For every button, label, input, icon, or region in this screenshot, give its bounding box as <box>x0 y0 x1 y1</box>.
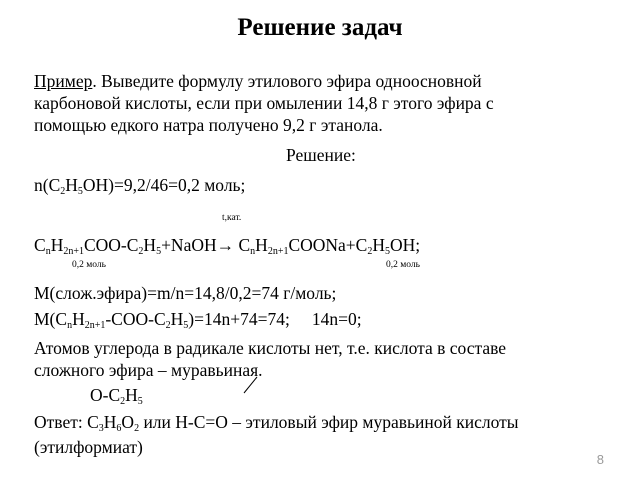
moles-ethanol-line: $n(C_2H_5OH)=9,2/46=0,2$ моль; <box>34 175 246 197</box>
answer-line: Ответ: $C_3H_6O_2$ или H-C=O – этиловый эфир муравьиной кислоты <box>34 412 519 434</box>
conclusion-line-1: Атомов углерода в радикале кислоты нет, т.е. кислота в составе <box>34 338 507 358</box>
slide-title: Решение задач <box>237 14 403 41</box>
catalyst-note: t,кат. <box>222 213 242 223</box>
answer-line-2: (этилформиат) <box>34 437 143 457</box>
problem-line-2: карбоновой кислоты, если при омылении 14,8 г этого эфира с <box>34 93 494 113</box>
molar-mass-line: M(слож.эфира)=m/n=14,8/0,2=74 г/моль; <box>34 283 337 303</box>
problem-line-3: помощью едкого натра получено 9,2 г этанола. <box>34 115 383 135</box>
example-label: Пример <box>34 71 93 91</box>
ester-group-line: $O-C_2H_5$ <box>90 385 143 407</box>
page-number: 8 <box>596 452 604 467</box>
problem-text-1: . Выведите формулу этилового эфира одноосновной <box>92 71 482 91</box>
formula-line: $M(C_nH_{2n+1}-COO-C_2H_5)=14n+74=74$; 14n=0; <box>34 309 362 331</box>
hydrolysis-equation: $C_nH_{2n+1}COO-C_2H_5+NaOH\to$ $C_nH_{2n+1}COONa+C_2H_5OH$; <box>34 235 421 257</box>
mol-label-right: 0,2 моль <box>386 260 420 270</box>
conclusion-line-2: сложного эфира – муравьиная. <box>34 360 263 380</box>
solution-heading: Решение: <box>286 145 356 165</box>
mol-label-left: 0,2 моль <box>72 260 106 270</box>
